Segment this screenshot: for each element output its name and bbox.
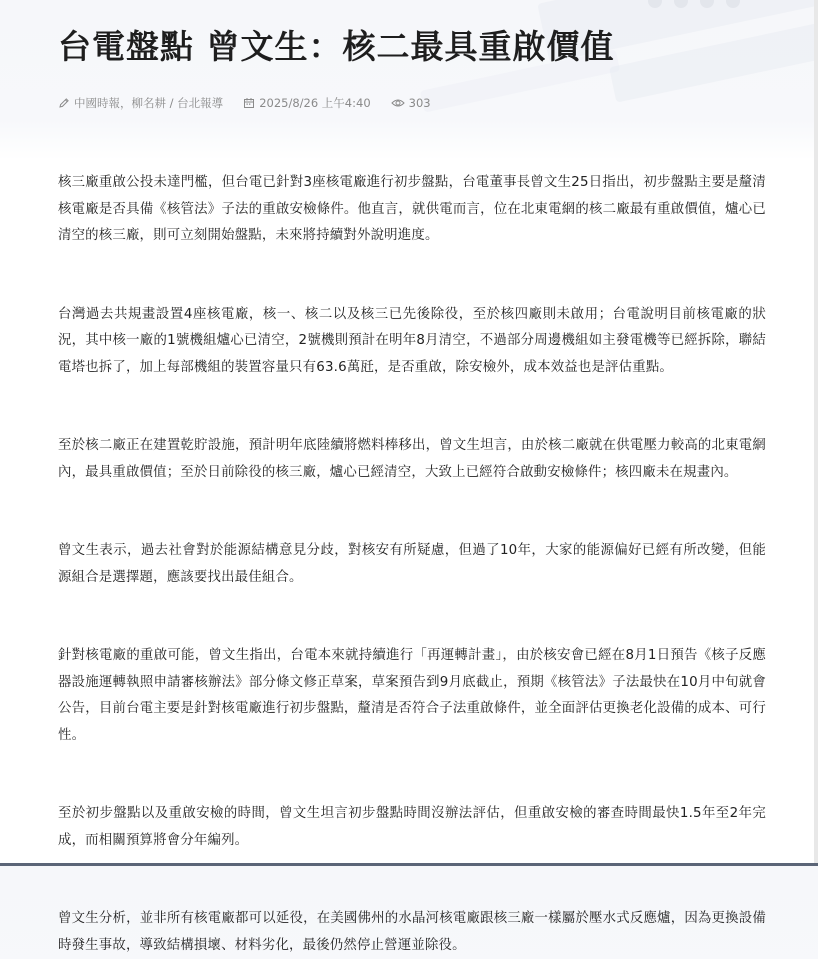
author-text[interactable]: 中國時報，柳名耕 / 台北報導 xyxy=(74,96,224,110)
eye-icon xyxy=(391,97,405,109)
article-paragraph: 曾文生分析，並非所有核電廠都可以延役，在美國佛州的水晶河核電廠跟核三廠一樣屬於壓水式反應爐，因為更換設備時發生事故，導致結構損壞、材料劣化，最後仍然停止營運並除役。 xyxy=(58,911,766,953)
article-paragraph: 至於初步盤點以及重啟安檢的時間，曾文生坦言初步盤點時間沒辦法評估，但重啟安檢的審查時間最快1.5年至2年完成，而相關預算將會分年編列。 xyxy=(58,806,766,848)
view-count xyxy=(391,96,431,110)
article-paragraph: 針對核電廠的重啟可能，曾文生指出，台電本來就持續進行「再運轉計畫」，由於核安會已經在8月1日預告《核子反應器設施運轉執照申請審核辦法》部分條文修正草案，草案預告到9月底截止，預期《核管法》子法最快在10月中旬就會公告，目前台電主要是針對核電廠進行初步盤點，釐清是否符合子法重啟條件，並全面評估更換老化設備的成本、可行性。 xyxy=(58,648,766,743)
article-meta xyxy=(58,95,766,111)
article-body xyxy=(58,170,766,959)
article-paragraph: 至於核二廠正在建置乾貯設施，預計明年底陸續將燃料棒移出，曾文生坦言，由於核二廠就在供電壓力較高的北東電網內，最具重啟價值；至於日前除役的核三廠，爐心已經清空，大致上已經符合啟動安檢條件；核四廠未在規畫內。 xyxy=(58,438,766,480)
pencil-icon xyxy=(58,97,70,109)
article-paragraph: 核三廠重啟公投未達門檻，但台電已針對3座核電廠進行初步盤點，台電董事長曾文生25日指出，初步盤點主要是釐清核電廠是否具備《核管法》子法的重啟安檢條件。他直言，就供電而言，位在北東電網的核二廠最有重啟價值，爐心已清空的核三廠，則可立刻開始盤點，未來將持續對外說明進度。 xyxy=(58,175,766,243)
views-text: 303 xyxy=(408,96,431,110)
article-paragraph: 曾文生表示，過去社會對於能源結構意見分歧，對核安有所疑慮，但過了10年，大家的能源偏好已經有所改變，但能源組合是選擇題，應該要找出最佳組合。 xyxy=(58,543,766,585)
publish-date xyxy=(243,95,370,111)
calendar-icon xyxy=(243,97,255,109)
article-paragraph: 台灣過去共規畫設置4座核電廠，核一、核二以及核三已先後除役，至於核四廠則未啟用；台電說明目前核電廠的狀況，其中核一廠的1號機組爐心已清空，2號機則預計在明年8月清空，不過部分周邊機組如主發電機等已經拆除，聯結電塔也拆了，加上每部機組的裝置容量只有63.6萬瓩，是否重啟，除安檢外，成本效益也是評估重點。 xyxy=(58,306,766,375)
article-title: 台電盤點 曾文生：核二最具重啟價值 xyxy=(58,27,615,66)
date-text: 2025/8/26 上午4:40 xyxy=(259,96,371,110)
author-info xyxy=(58,95,223,111)
